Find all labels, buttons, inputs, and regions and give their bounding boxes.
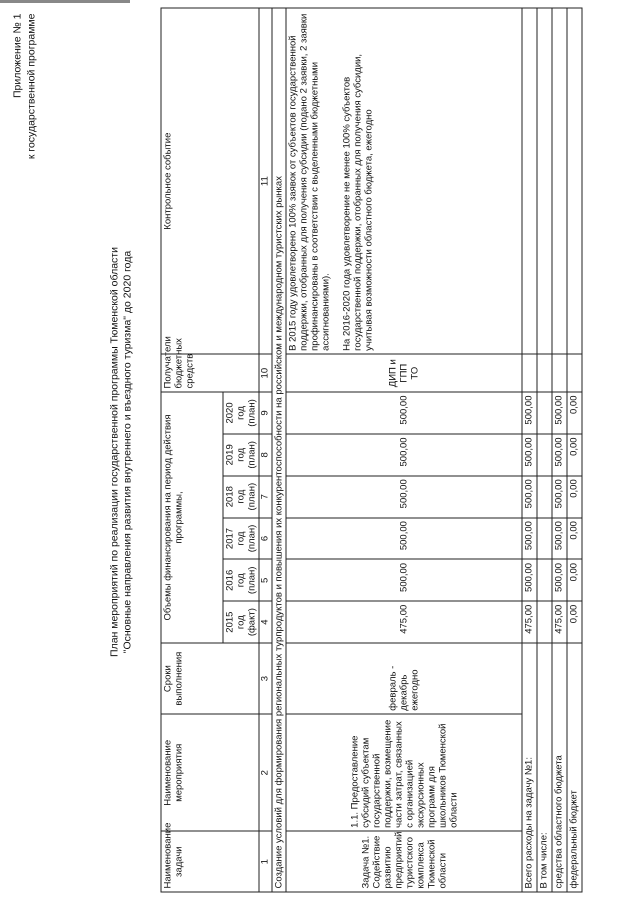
column-number: 10 [259, 354, 272, 392]
total-value: 500,00 [522, 518, 537, 560]
value-2019: 500,00 [286, 434, 522, 476]
including-value [537, 518, 552, 560]
control-event-2015: В 2015 году удовлетворено 100% заявок от субъектов государственной поддержки, отобранных для получения субсидии (подано 2 заявки, 2 заявки профинансированы в соответствии с выделенными бюджетными ассигнованиями). [287, 13, 332, 351]
column-number: 4 [259, 601, 272, 643]
header-recipient: Получатели бюджетных средств [161, 354, 259, 392]
header-event: Наименование мероприятия [161, 714, 259, 831]
task-name: Задача №1. Содействие развитию предприятий туристского комплекса Тюменской области [286, 831, 522, 892]
column-number: 9 [259, 392, 272, 434]
header-year-2020: 2020 год (план) [223, 392, 259, 434]
header-funding: Объемы финансирования на период действия программы, [161, 392, 223, 643]
plan-table [161, 8, 583, 893]
table-row [567, 8, 582, 892]
column-number: 5 [259, 559, 272, 601]
value-2016: 500,00 [286, 559, 522, 601]
column-number: 3 [259, 643, 272, 714]
header-year-2019: 2019 год (план) [223, 434, 259, 476]
value-2017: 500,00 [286, 518, 522, 560]
total-value: 500,00 [522, 392, 537, 434]
empty-cell [567, 354, 582, 392]
federal-budget-value: 0,00 [567, 434, 582, 476]
plan-title-line2: "Основные направления развития внутреннего и въездного туризма" до 2020 года [121, 250, 134, 654]
header-term: Сроки выполнения [161, 643, 259, 714]
federal-budget-value: 0,00 [567, 601, 582, 643]
regional-budget-value: 500,00 [552, 434, 567, 476]
event-name: 1.1. Предоставление субсидий субъектам государственной поддержки, возмещение части затрат, связанных с организацией экскурсионных программ для школьников Тюменской области [286, 714, 522, 831]
header-year-2017: 2017 год (план) [223, 518, 259, 560]
column-number: 2 [259, 714, 272, 831]
federal-budget-value: 0,00 [567, 518, 582, 560]
value-2020: 500,00 [286, 392, 522, 434]
plan-title-line1: План мероприятий по реализации государственной программы Тюменской области [108, 247, 121, 657]
column-number: 7 [259, 476, 272, 518]
table-row [552, 8, 567, 892]
header-year-2016: 2016 год (план) [223, 559, 259, 601]
including-value [537, 601, 552, 643]
regional-budget-value: 475,00 [552, 601, 567, 643]
header-year-2015: 2015 год (факт) [223, 601, 259, 643]
total-value: 475,00 [522, 601, 537, 643]
appendix-number: Приложение № 1 [11, 13, 24, 99]
empty-cell [537, 8, 552, 354]
empty-cell [552, 354, 567, 392]
including-value [537, 392, 552, 434]
total-value: 500,00 [522, 559, 537, 601]
recipient: ДИП и ГПП ТО [286, 354, 522, 392]
column-number: 8 [259, 434, 272, 476]
federal-budget-label: федеральный бюджет [567, 643, 582, 892]
rotated-page [1, 0, 640, 905]
header-task: Наименование задачи [161, 831, 259, 892]
including-label: В том числе: [537, 643, 552, 892]
table-row [286, 8, 522, 892]
empty-cell [537, 354, 552, 392]
empty-cell [522, 354, 537, 392]
total-value: 500,00 [522, 434, 537, 476]
column-number: 6 [259, 518, 272, 560]
table-row [522, 8, 537, 892]
regional-budget-value: 500,00 [552, 559, 567, 601]
column-number: 11 [259, 8, 272, 354]
regional-budget-label: средства областного бюджета [552, 643, 567, 892]
federal-budget-value: 0,00 [567, 392, 582, 434]
federal-budget-value: 0,00 [567, 476, 582, 518]
regional-budget-value: 500,00 [552, 392, 567, 434]
column-number: 1 [259, 831, 272, 892]
value-2015: 475,00 [286, 601, 522, 643]
plan-title [109, 100, 135, 805]
empty-cell [552, 8, 567, 354]
section-heading: Создание условий для формирования региональных турпродуктов и повышения их конкурентоспособности на российском и международном туристских рынках [272, 8, 286, 892]
event-term: февраль - декабрь ежегодно [286, 643, 522, 714]
including-value [537, 434, 552, 476]
header-control: Контрольное событие [161, 8, 259, 354]
value-2018: 500,00 [286, 476, 522, 518]
federal-budget-value: 0,00 [567, 559, 582, 601]
empty-cell [567, 8, 582, 354]
regional-budget-value: 500,00 [552, 518, 567, 560]
appendix-reference: к государственной программе [25, 13, 38, 160]
including-value [537, 476, 552, 518]
control-event [286, 8, 522, 354]
table-row [537, 8, 552, 892]
appendix-note [11, 14, 39, 160]
regional-budget-value: 500,00 [552, 476, 567, 518]
empty-cell [522, 8, 537, 354]
total-label: Всего расходы на задачу №1: [522, 643, 537, 892]
header-year-2018: 2018 год (план) [223, 476, 259, 518]
including-value [537, 559, 552, 601]
total-value: 500,00 [522, 476, 537, 518]
control-event-2016-2020: На 2016-2020 года удовлетворение не менее 100% субъектов государственной поддержки, отобранных для получения субсидии, учитывая возможности областного бюджета, ежегодно [341, 53, 375, 351]
